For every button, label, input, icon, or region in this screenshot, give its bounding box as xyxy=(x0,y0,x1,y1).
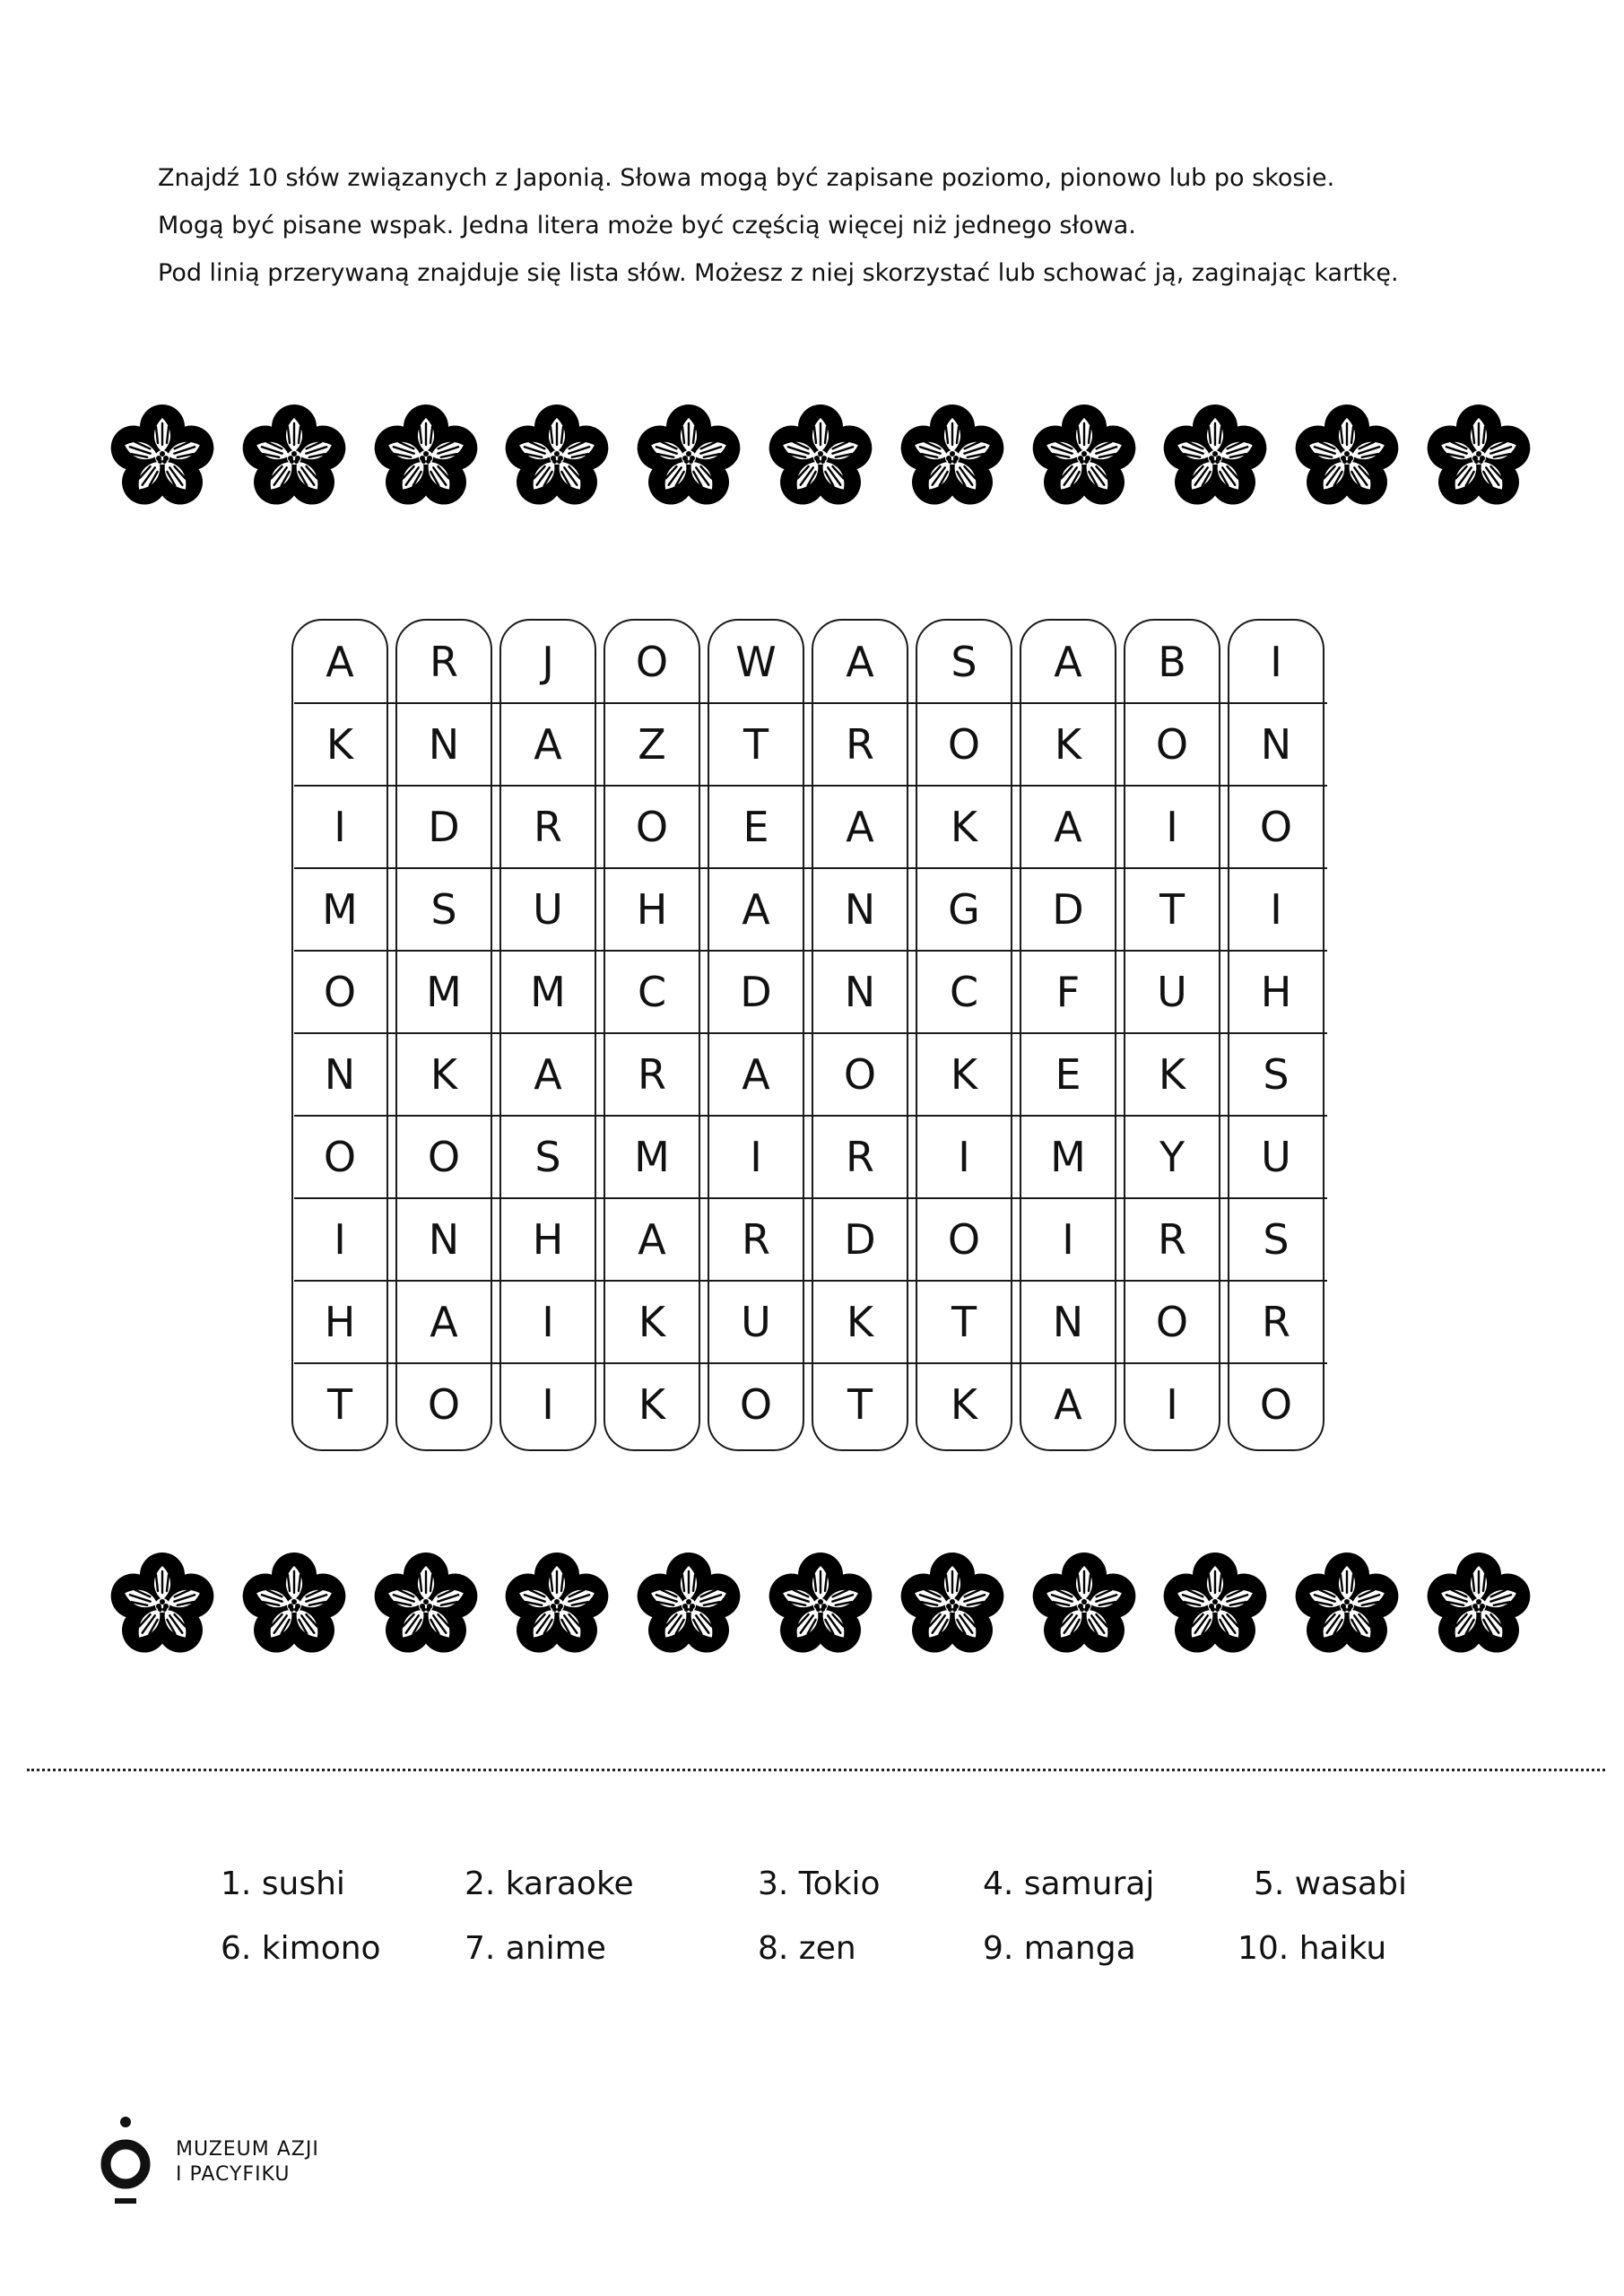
flower-icon xyxy=(1288,1546,1406,1665)
flower-icon xyxy=(103,1546,221,1665)
grid-letter[interactable]: S xyxy=(951,638,977,686)
grid-letter[interactable]: A xyxy=(1054,803,1082,851)
grid-letter[interactable]: O xyxy=(1155,1298,1189,1346)
instruction-line-2: Mogą być pisane wspak. Jedna litera może być częścią więcej niż jednego słowa. xyxy=(158,212,1136,239)
grid-letter[interactable]: H xyxy=(532,1215,564,1264)
flower-icon xyxy=(630,1546,748,1665)
grid-letter[interactable]: A xyxy=(742,1050,770,1099)
grid-letter[interactable]: C xyxy=(949,968,979,1016)
grid-letter[interactable]: K xyxy=(950,1380,978,1429)
grid-letter[interactable]: I xyxy=(334,1215,346,1264)
grid-letter[interactable]: T xyxy=(847,1380,873,1429)
grid-letter[interactable]: K xyxy=(638,1380,666,1429)
instruction-line-3: Pod linią przerywaną znajduje się lista słów. Możesz z niej skorzystać lub schować ją, zaginając kartkę. xyxy=(158,259,1399,287)
grid-letter[interactable]: R xyxy=(1158,1215,1186,1264)
grid-letter[interactable]: R xyxy=(430,638,458,686)
grid-letter[interactable]: O xyxy=(1155,720,1189,769)
grid-letter[interactable]: A xyxy=(326,638,354,686)
grid-letter[interactable]: N xyxy=(324,1050,356,1099)
grid-letter[interactable]: O xyxy=(1259,1380,1293,1429)
instructions xyxy=(158,154,1557,297)
grid-letter[interactable]: N xyxy=(1260,720,1292,769)
grid-letter[interactable]: B xyxy=(1158,638,1186,686)
grid-letter[interactable]: A xyxy=(638,1215,666,1264)
grid-letter[interactable]: U xyxy=(1261,1133,1291,1181)
grid-letter[interactable]: R xyxy=(742,1215,770,1264)
word-item: 8. zen xyxy=(758,1930,856,1967)
flower-icon xyxy=(1420,398,1538,517)
grid-letter[interactable]: I xyxy=(1166,1380,1178,1429)
grid-letter[interactable]: C xyxy=(637,968,667,1016)
flower-icon xyxy=(630,398,748,517)
grid-letter[interactable]: K xyxy=(326,720,354,769)
grid-letter[interactable]: K xyxy=(1054,720,1082,769)
grid-letter[interactable]: O xyxy=(323,1133,357,1181)
flower-icon xyxy=(1025,1546,1143,1665)
grid-letter[interactable]: N xyxy=(428,1215,460,1264)
flower-icon xyxy=(1156,398,1274,517)
grid-letter[interactable]: O xyxy=(739,1380,773,1429)
grid-letter[interactable]: O xyxy=(947,720,981,769)
flower-row-top xyxy=(103,395,1538,520)
grid-letter[interactable]: K xyxy=(430,1050,458,1099)
flower-row-bottom xyxy=(103,1543,1538,1668)
grid-letter[interactable]: I xyxy=(542,1298,554,1346)
flower-icon xyxy=(498,1546,616,1665)
grid-letter[interactable]: O xyxy=(1259,803,1293,851)
flower-icon xyxy=(761,398,880,517)
flower-icon xyxy=(1288,398,1406,517)
word-item: 10. haiku xyxy=(1238,1930,1387,1967)
grid-letter[interactable]: I xyxy=(958,1133,970,1181)
museum-logo-icon xyxy=(99,2112,152,2211)
grid-letter[interactable]: A xyxy=(846,638,874,686)
word-item: 1. sushi xyxy=(221,1866,345,1902)
grid-letter[interactable]: W xyxy=(735,638,777,686)
flower-icon xyxy=(498,398,616,517)
grid-letter[interactable]: E xyxy=(1055,1050,1081,1099)
flower-icon xyxy=(893,398,1012,517)
flower-icon xyxy=(893,1546,1012,1665)
logo-line-2: I PACYFIKU xyxy=(176,2163,291,2186)
grid-letter[interactable]: S xyxy=(1263,1215,1290,1264)
grid-letter[interactable]: N xyxy=(844,968,876,1016)
word-item: 7. anime xyxy=(465,1930,606,1967)
grid-letter[interactable]: O xyxy=(635,638,669,686)
grid-letter[interactable]: A xyxy=(1054,1380,1082,1429)
word-item: 2. karaoke xyxy=(465,1866,634,1902)
grid-letter[interactable]: R xyxy=(534,803,562,851)
flower-icon xyxy=(235,398,353,517)
grid-letter[interactable]: O xyxy=(427,1133,461,1181)
grid-letter[interactable]: O xyxy=(427,1380,461,1429)
grid-letter[interactable]: A xyxy=(846,803,874,851)
grid-letter[interactable]: N xyxy=(844,885,876,934)
grid-letter[interactable]: T xyxy=(951,1298,977,1346)
grid-letter[interactable]: K xyxy=(1158,1050,1186,1099)
word-item: 4. samuraj xyxy=(983,1866,1155,1902)
grid-letter[interactable]: I xyxy=(1270,885,1282,934)
grid-letter[interactable]: D xyxy=(740,968,772,1016)
grid-letter[interactable]: R xyxy=(638,1050,666,1099)
grid-letter[interactable]: D xyxy=(844,1215,876,1264)
grid-letter[interactable]: U xyxy=(1157,968,1187,1016)
grid-letter[interactable]: A xyxy=(534,1050,562,1099)
grid-letter[interactable]: A xyxy=(430,1298,458,1346)
grid-letter[interactable]: M xyxy=(634,1133,670,1181)
dotted-fold-line xyxy=(27,1769,1605,1771)
grid-letter[interactable]: U xyxy=(741,1298,771,1346)
grid-letter[interactable]: E xyxy=(743,803,769,851)
grid-letter[interactable]: T xyxy=(326,1380,353,1429)
word-item: 5. wasabi xyxy=(1254,1866,1407,1902)
flower-icon xyxy=(103,398,221,517)
grid-letter[interactable]: N xyxy=(1052,1298,1084,1346)
grid-letter[interactable]: O xyxy=(635,803,669,851)
grid-letter[interactable]: I xyxy=(1270,638,1282,686)
grid-letter[interactable]: Z xyxy=(638,720,666,769)
grid-letter[interactable]: D xyxy=(428,803,460,851)
flower-icon xyxy=(235,1546,353,1665)
grid-letter[interactable]: I xyxy=(750,1133,762,1181)
flower-icon xyxy=(1420,1546,1538,1665)
grid-letter[interactable]: S xyxy=(1263,1050,1290,1099)
flower-icon xyxy=(1156,1546,1274,1665)
grid-letter[interactable]: R xyxy=(846,720,874,769)
grid-letter[interactable]: S xyxy=(430,885,457,934)
grid-letter[interactable]: Y xyxy=(1159,1133,1185,1181)
grid-letter[interactable]: K xyxy=(846,1298,874,1346)
grid-letter[interactable]: N xyxy=(428,720,460,769)
grid-letter[interactable]: M xyxy=(1050,1133,1086,1181)
grid-letter[interactable]: I xyxy=(334,803,346,851)
logo-line-1: MUZEUM AZJI xyxy=(176,2138,319,2161)
word-item: 6. kimono xyxy=(221,1930,381,1967)
grid-letter[interactable]: A xyxy=(1054,638,1082,686)
grid-letter[interactable]: M xyxy=(322,885,358,934)
museum-logo-text xyxy=(176,2137,319,2187)
grid-letter[interactable]: K xyxy=(950,1050,978,1099)
grid-letter[interactable]: D xyxy=(1052,885,1084,934)
grid-letter[interactable]: U xyxy=(533,885,563,934)
grid-letter[interactable]: H xyxy=(324,1298,356,1346)
grid-letter[interactable]: T xyxy=(743,720,769,769)
word-item: 9. manga xyxy=(983,1930,1136,1967)
grid-letter[interactable]: O xyxy=(323,968,357,1016)
grid-letter[interactable]: H xyxy=(1260,968,1292,1016)
grid-letter[interactable]: O xyxy=(947,1215,981,1264)
museum-logo xyxy=(99,2112,368,2211)
flower-icon xyxy=(761,1546,880,1665)
grid-letter[interactable]: K xyxy=(638,1298,666,1346)
grid-letter[interactable]: F xyxy=(1055,968,1081,1016)
grid-letter[interactable]: G xyxy=(948,885,980,934)
word-item: 3. Tokio xyxy=(758,1866,881,1902)
word-list xyxy=(0,1866,1624,2027)
instruction-line-1: Znajdź 10 słów związanych z Japonią. Słowa mogą być zapisane poziomo, pionowo lub po skosie. xyxy=(158,164,1335,192)
grid-letter[interactable]: A xyxy=(534,720,562,769)
grid-letter[interactable]: A xyxy=(742,885,770,934)
grid-letter[interactable]: I xyxy=(1062,1215,1074,1264)
word-search-grid xyxy=(291,619,1330,1453)
grid-letter[interactable]: I xyxy=(542,1380,554,1429)
grid-letter[interactable]: M xyxy=(530,968,566,1016)
grid-letter[interactable]: O xyxy=(843,1050,877,1099)
flower-icon xyxy=(1025,398,1143,517)
flower-icon xyxy=(367,398,485,517)
grid-letter[interactable]: M xyxy=(426,968,462,1016)
grid-letter[interactable]: I xyxy=(1166,803,1178,851)
grid-letter[interactable]: K xyxy=(950,803,978,851)
grid-letter[interactable]: T xyxy=(1159,885,1185,934)
flower-icon xyxy=(367,1546,485,1665)
grid-letter[interactable]: S xyxy=(534,1133,561,1181)
grid-letter[interactable]: J xyxy=(542,638,554,686)
grid-letter[interactable]: R xyxy=(1262,1298,1290,1346)
grid-letter[interactable]: H xyxy=(636,885,668,934)
grid-letter[interactable]: R xyxy=(846,1133,874,1181)
